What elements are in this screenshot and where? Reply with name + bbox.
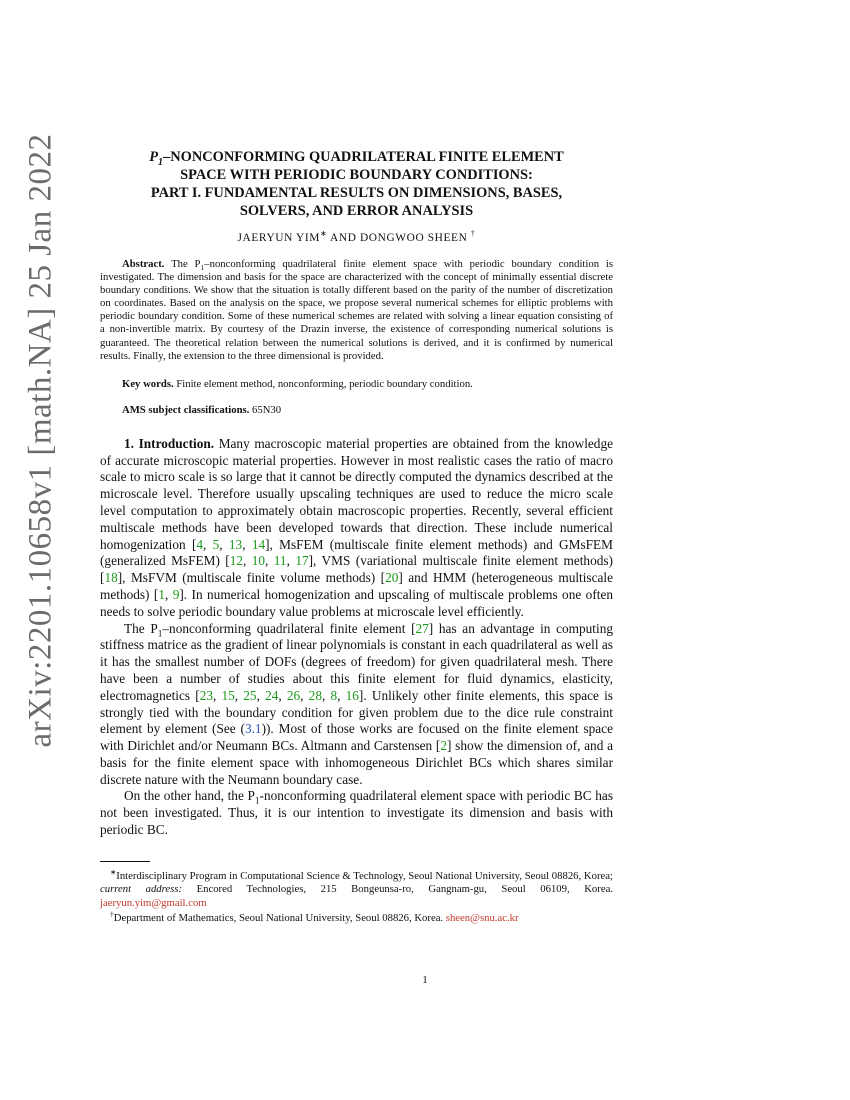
- page-number: 1: [422, 974, 428, 986]
- citation-link[interactable]: 26: [286, 687, 301, 703]
- title-p1-symbol: $P_1$: [149, 149, 164, 168]
- footnotes: [100, 867, 613, 926]
- email-link-author-2[interactable]: sheen@snu.ac.kr: [445, 912, 519, 925]
- intro-paragraph-2: The $P_1$–nonconforming quadrilateral finite element [27] has an advantage in computing stiffness matrice as the gradient of linear polynomials is constant in each quadrilateral as well as it has the smallest number of DOFs (degrees of freedom) for given quadrilateral mesh. There have been a number of studies about this finite element for fluid dynamics, elasticity, electromagnetics [23, 15, 25, 24, 26, 28, 8, 16]. Unlikely other finite elements, this space is strongly tied with the boundary condition for given problem due to the dice rule constraint element by element (See (3.1)). Most of those works are focused on the finite element space with Dirichlet and/or Neumann BCs. Altmann and Carstensen [2] show the dimension of, and a basis for the finite element space with inhomogeneous Dirichlet BCs which shares similar discrete nature with the Neumann boundary case.: [100, 620, 613, 787]
- citation-link[interactable]: 5: [212, 536, 220, 552]
- author-2: DONGWOO SHEEN: [359, 232, 468, 244]
- citation-link[interactable]: 18: [104, 570, 118, 586]
- section-heading: 1. Introduction.: [124, 435, 215, 451]
- title-line-4: SOLVERS, AND ERROR ANALYSIS: [239, 203, 474, 219]
- citation-link[interactable]: 17: [295, 553, 309, 569]
- abstract-text: –nonconforming quadrilateral finite element space with periodic boundary condition is investigated. The dimension and basis for the space are characterized with the concept of minimally essential discrete boundary conditions. We show that the situation is totally different based on the parity of the number of discretization on coordinates. Based on the analysis on the space, we propose several numerical schemes for elliptic problems with periodic boundary condition. Some of these numerical schemes are related with solving a linear equation consisting of a non-invertible matrix. By courtesy of the Drazin inverse, the existence of corresponding numerical solutions is guaranteed. The theoretical relation between the numerical solutions is derived, and it is confirmed by numerical results. Finally, the extension to the three dimensional is provided.: [100, 258, 614, 362]
- citation-link[interactable]: 16: [345, 687, 359, 703]
- intro-paragraph-3: On the other hand, the $P_1$-nonconforming quadrilateral element space with periodic BC has not been investigated. Thus, it is our intention to investigate its dimension and basis with periodic BC.: [100, 788, 613, 838]
- citation-link[interactable]: 24: [265, 687, 279, 703]
- citation-link[interactable]: 25: [243, 687, 257, 703]
- citation-link[interactable]: 28: [308, 687, 322, 703]
- abstract: Abstract. The $P_1$–nonconforming quadrilateral finite element space with periodic boundary condition is investigated. The dimension and basis for the space are characterized with the concept of minimally essential discrete boundary conditions. We show that the situation is totally different based on the parity of the number of discretization on coordinates. Based on the analysis on the space, we propose several numerical schemes for elliptic problems with periodic boundary condition. Some of these numerical schemes are related with solving a linear equation consisting of a non-invertible matrix. By courtesy of the Drazin inverse, the existence of corresponding numerical solutions is guaranteed. The theoretical relation between the numerical solutions is derived, and it is confirmed by numerical results. Finally, the extension to the three dimensional is provided.: [100, 258, 614, 362]
- arxiv-identifier-stamp: [4, 133, 78, 747]
- citation-link[interactable]: 4: [196, 536, 204, 552]
- paper-title: [100, 148, 613, 220]
- abstract-label: Abstract.: [122, 258, 165, 270]
- equation-reference-link[interactable]: 3.1: [244, 721, 262, 737]
- author-and: AND: [330, 232, 357, 244]
- citation-link[interactable]: 8: [330, 687, 338, 703]
- title-line-1: $P_1$–NONCONFORMING QUADRILATERAL FINITE ELEMENT: [149, 149, 564, 168]
- arxiv-stamp-text: arXiv:2201.10658v1 [math.NA] 25 Jan 2022: [22, 133, 59, 747]
- citation-link[interactable]: 14: [251, 536, 266, 552]
- intro-paragraph-1: 1. Introduction. Many macroscopic material properties are obtained from the knowledge of accurate microscopic material properties. However in most realistic cases the ratio of macro scale to micro scale is so large that it cannot be directly computed the dynamics described at the microscale level. Therefore usually upscaling techniques are used to reduce the micro scale level computation to approximately obtain macroscopic properties. Recently, several efficient multiscale methods have been developed towards that direction. These include numerical homogenization [4, 5, 13, 14], MsFEM (multiscale finite element methods) and GMsFEM (generalized MsFEM) [12, 10, 11, 17], VMS (variational multiscale finite element methods) [18], MsFVM (multiscale finite volume methods) [20] and HMM (heterogeneous multiscale methods) [1, 9]. In numerical homogenization and upscaling of multiscale problems one often needs to solve periodic boundary value problems at microscale level efficiently.: [100, 435, 614, 619]
- citation-link[interactable]: 27: [415, 620, 429, 636]
- citation-link[interactable]: 11: [273, 553, 287, 569]
- citation-link[interactable]: 15: [221, 687, 235, 703]
- footnote-1: ∗Interdisciplinary Program in Computational Science & Technology, Seoul National University, Seoul 08826, Korea; current address: Encored Technologies, 215 Bongeunsa-ro, Gangnam-gu, Seoul 06109, Korea. jaeryun.yim@gmail.com: [100, 867, 613, 909]
- citation-link[interactable]: 9: [172, 586, 180, 602]
- email-link-author-1[interactable]: jaeryun.yim@gmail.com: [100, 896, 207, 909]
- author-2-mark[interactable]: †: [470, 229, 476, 239]
- ams-label: AMS subject classifications.: [122, 403, 250, 416]
- keywords-label: Key words.: [122, 377, 174, 390]
- author-list: [100, 229, 613, 244]
- author-1-mark[interactable]: ∗: [319, 229, 328, 239]
- ams-text: 65N30: [252, 403, 282, 416]
- citation-link[interactable]: 13: [228, 536, 243, 552]
- citation-link[interactable]: 12: [229, 553, 244, 569]
- title-line-3: PART I. FUNDAMENTAL RESULTS ON DIMENSIONS, BASES,: [150, 185, 563, 201]
- title-line-2: SPACE WITH PERIODIC BOUNDARY CONDITIONS:: [180, 167, 533, 183]
- keywords-text: Finite element method, nonconforming, periodic boundary condition.: [176, 377, 473, 390]
- citation-link[interactable]: 20: [385, 570, 399, 586]
- introduction-section: [100, 436, 613, 839]
- ams-classification: [100, 404, 613, 416]
- keywords: [100, 378, 613, 390]
- paper-page: [100, 148, 613, 928]
- citation-link[interactable]: 2: [440, 738, 447, 754]
- author-1: JAERYUN YIM: [237, 232, 320, 244]
- citation-link[interactable]: 1: [158, 586, 165, 602]
- footnote-divider: [100, 861, 150, 862]
- citation-link[interactable]: 23: [199, 687, 213, 703]
- citation-link[interactable]: 10: [251, 553, 266, 569]
- footnote-2: †Department of Mathematics, Seoul National University, Seoul 08826, Korea. sheen@snu.ac.kr: [110, 909, 519, 925]
